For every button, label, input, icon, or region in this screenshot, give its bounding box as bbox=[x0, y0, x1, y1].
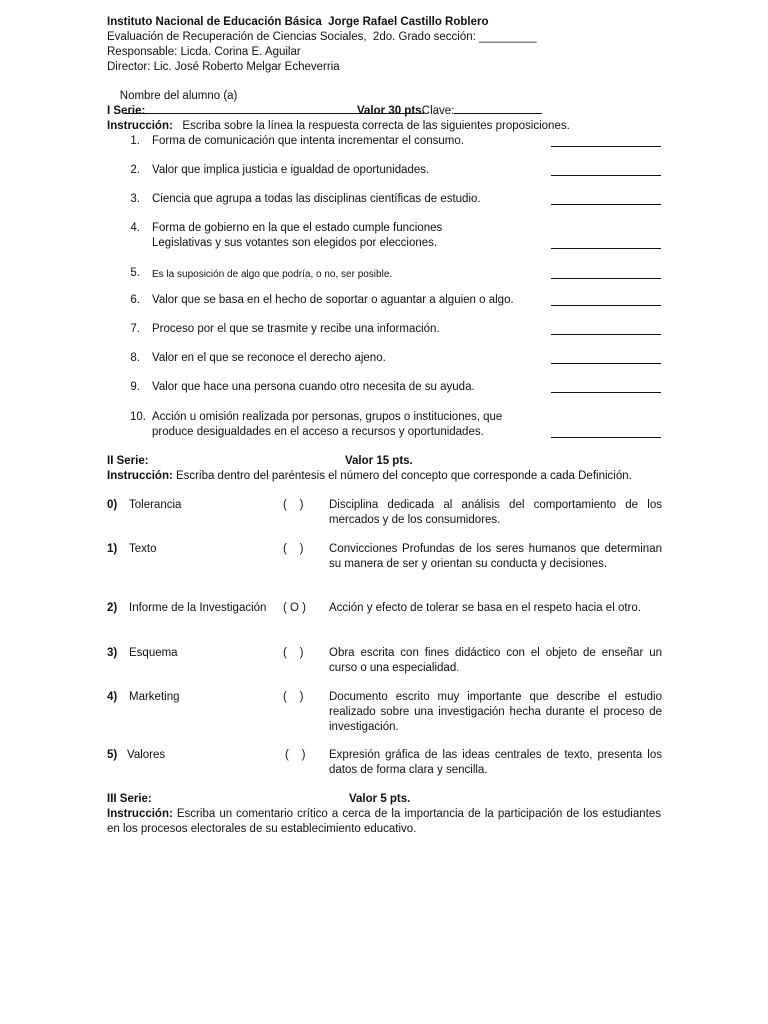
serie1-value: Valor 30 pts. bbox=[357, 105, 425, 117]
serie2-instruction bbox=[107, 469, 661, 484]
item-number: 4. bbox=[130, 222, 140, 234]
question-text: Proceso por el que se trasmite y recibe una información. bbox=[152, 323, 440, 335]
item-number: 2. bbox=[130, 164, 140, 176]
serie2-value: Valor 15 pts. bbox=[345, 455, 413, 467]
term-number: 2) bbox=[107, 602, 118, 614]
item-number: 5. bbox=[130, 267, 140, 279]
answer-parenthesis[interactable]: ( ) bbox=[285, 749, 306, 761]
term-number: 5) bbox=[107, 749, 118, 761]
definition-text: Documento escrito muy importante que describe el estudio realizado sobre una investigación hecha durante el proceso de investigación. bbox=[329, 691, 662, 733]
answer-blank[interactable] bbox=[551, 294, 661, 306]
responsable-line: Responsable: Licda. Corina E. Aguilar bbox=[107, 46, 301, 58]
question-text: Valor que implica justicia e igualdad de oportunidades. bbox=[152, 164, 430, 176]
serie1-instruction bbox=[107, 119, 570, 133]
answer-blank[interactable] bbox=[551, 164, 661, 176]
serie3-title: III Serie: bbox=[107, 793, 152, 805]
question-text: Es la suposición de algo que podría, o no, ser posible. bbox=[152, 269, 393, 280]
term-label: Texto bbox=[129, 543, 157, 555]
term-label: Esquema bbox=[129, 647, 178, 659]
answer-blank[interactable] bbox=[551, 135, 661, 147]
answer-parenthesis[interactable]: ( ) bbox=[283, 543, 304, 555]
question-text: Forma de comunicación que intenta incrementar el consumo. bbox=[152, 135, 464, 147]
serie2-instruction-text: Escriba dentro del paréntesis el número del concepto que corresponde a cada Definición. bbox=[176, 470, 632, 482]
serie2-instruction-label: Instrucción: bbox=[107, 470, 173, 482]
term-label: Marketing bbox=[129, 691, 180, 703]
definition-text: Acción y efecto de tolerar se basa en el respeto hacia el otro. bbox=[329, 602, 641, 614]
serie1-title: I Serie: bbox=[107, 105, 146, 117]
term-number: 3) bbox=[107, 647, 118, 659]
answer-blank[interactable] bbox=[551, 352, 661, 364]
answer-blank[interactable] bbox=[551, 426, 661, 438]
answer-blank[interactable] bbox=[551, 381, 661, 393]
item-number: 1. bbox=[130, 135, 140, 147]
serie2-title: II Serie: bbox=[107, 455, 149, 467]
term-label: Tolerancia bbox=[129, 499, 182, 511]
item-number: 3. bbox=[130, 193, 140, 205]
term-label: Valores bbox=[127, 749, 166, 761]
serie1-instruction-label: Instrucción: bbox=[107, 120, 173, 132]
serie3-value: Valor 5 pts. bbox=[349, 793, 411, 805]
item-number: 9. bbox=[130, 381, 140, 393]
item-number: 8. bbox=[130, 352, 140, 364]
item-number: 10. bbox=[130, 411, 146, 423]
question-text: Valor en el que se reconoce el derecho ajeno. bbox=[152, 352, 386, 364]
answer-blank[interactable] bbox=[551, 323, 661, 335]
question-text: Ciencia que agrupa a todas las disciplinas científicas de estudio. bbox=[152, 193, 481, 205]
term-label: Informe de la Investigación bbox=[129, 602, 267, 614]
definition-text: Expresión gráfica de las ideas centrales de texto, presenta los datos de forma clara y sencilla. bbox=[329, 749, 662, 776]
answer-parenthesis[interactable]: ( ) bbox=[283, 647, 304, 659]
question-text: Valor que se basa en el hecho de soportar o aguantar a alguien o algo. bbox=[152, 294, 514, 306]
key-label: Clave: bbox=[421, 105, 455, 117]
answer-parenthesis[interactable]: ( O ) bbox=[283, 602, 306, 614]
item-number: 6. bbox=[130, 294, 140, 306]
question-text: Valor que hace una persona cuando otro necesita de su ayuda. bbox=[152, 381, 475, 393]
answer-blank[interactable] bbox=[551, 193, 661, 205]
student-name-label: Nombre del alumno (a) bbox=[119, 90, 238, 102]
serie3-instruction-text: Escriba un comentario crítico a cerca de la importancia de la participación de los estudiantes en los procesos electorales de su establecimiento educativo. bbox=[107, 808, 661, 835]
definition-text: Convicciones Profundas de los seres humanos que determinan su manera de ser y orientan su conducta y decisiones. bbox=[329, 543, 662, 570]
serie3-instruction bbox=[107, 807, 661, 837]
answer-parenthesis[interactable]: ( ) bbox=[283, 691, 304, 703]
term-number: 4) bbox=[107, 691, 118, 703]
evaluation-line: Evaluación de Recuperación de Ciencias Sociales, 2do. Grado sección: _________ bbox=[107, 31, 537, 43]
question-text: Acción u omisión realizada por personas, grupos o instituciones, que produce desigualdades en el acceso a recursos y oportunidades. bbox=[152, 411, 503, 438]
serie1-instruction-text: Escriba sobre la línea la respuesta correcta de las siguientes proposiciones. bbox=[182, 120, 570, 132]
answer-blank[interactable] bbox=[551, 237, 661, 249]
director-line: Director: Lic. José Roberto Melgar Echeverria bbox=[107, 61, 340, 73]
key-blank[interactable] bbox=[454, 103, 542, 114]
definition-text: Obra escrita con fines didáctico con el objeto de enseñar un curso o una especialidad. bbox=[329, 647, 662, 674]
serie3-instruction-label: Instrucción: bbox=[107, 808, 173, 820]
term-number: 1) bbox=[107, 543, 118, 555]
item-number: 7. bbox=[130, 323, 140, 335]
answer-parenthesis[interactable]: ( ) bbox=[283, 499, 304, 511]
question-text: Forma de gobierno en la que el estado cumple funciones Legislativas y sus votantes son elegidos por elecciones. bbox=[152, 222, 443, 249]
answer-blank[interactable] bbox=[551, 267, 661, 279]
term-number: 0) bbox=[107, 499, 118, 511]
definition-text: Disciplina dedicada al análisis del comportamiento de los mercados y de los consumidores. bbox=[329, 499, 662, 526]
school-name: Instituto Nacional de Educación Básica Jorge Rafael Castillo Roblero bbox=[107, 16, 489, 28]
